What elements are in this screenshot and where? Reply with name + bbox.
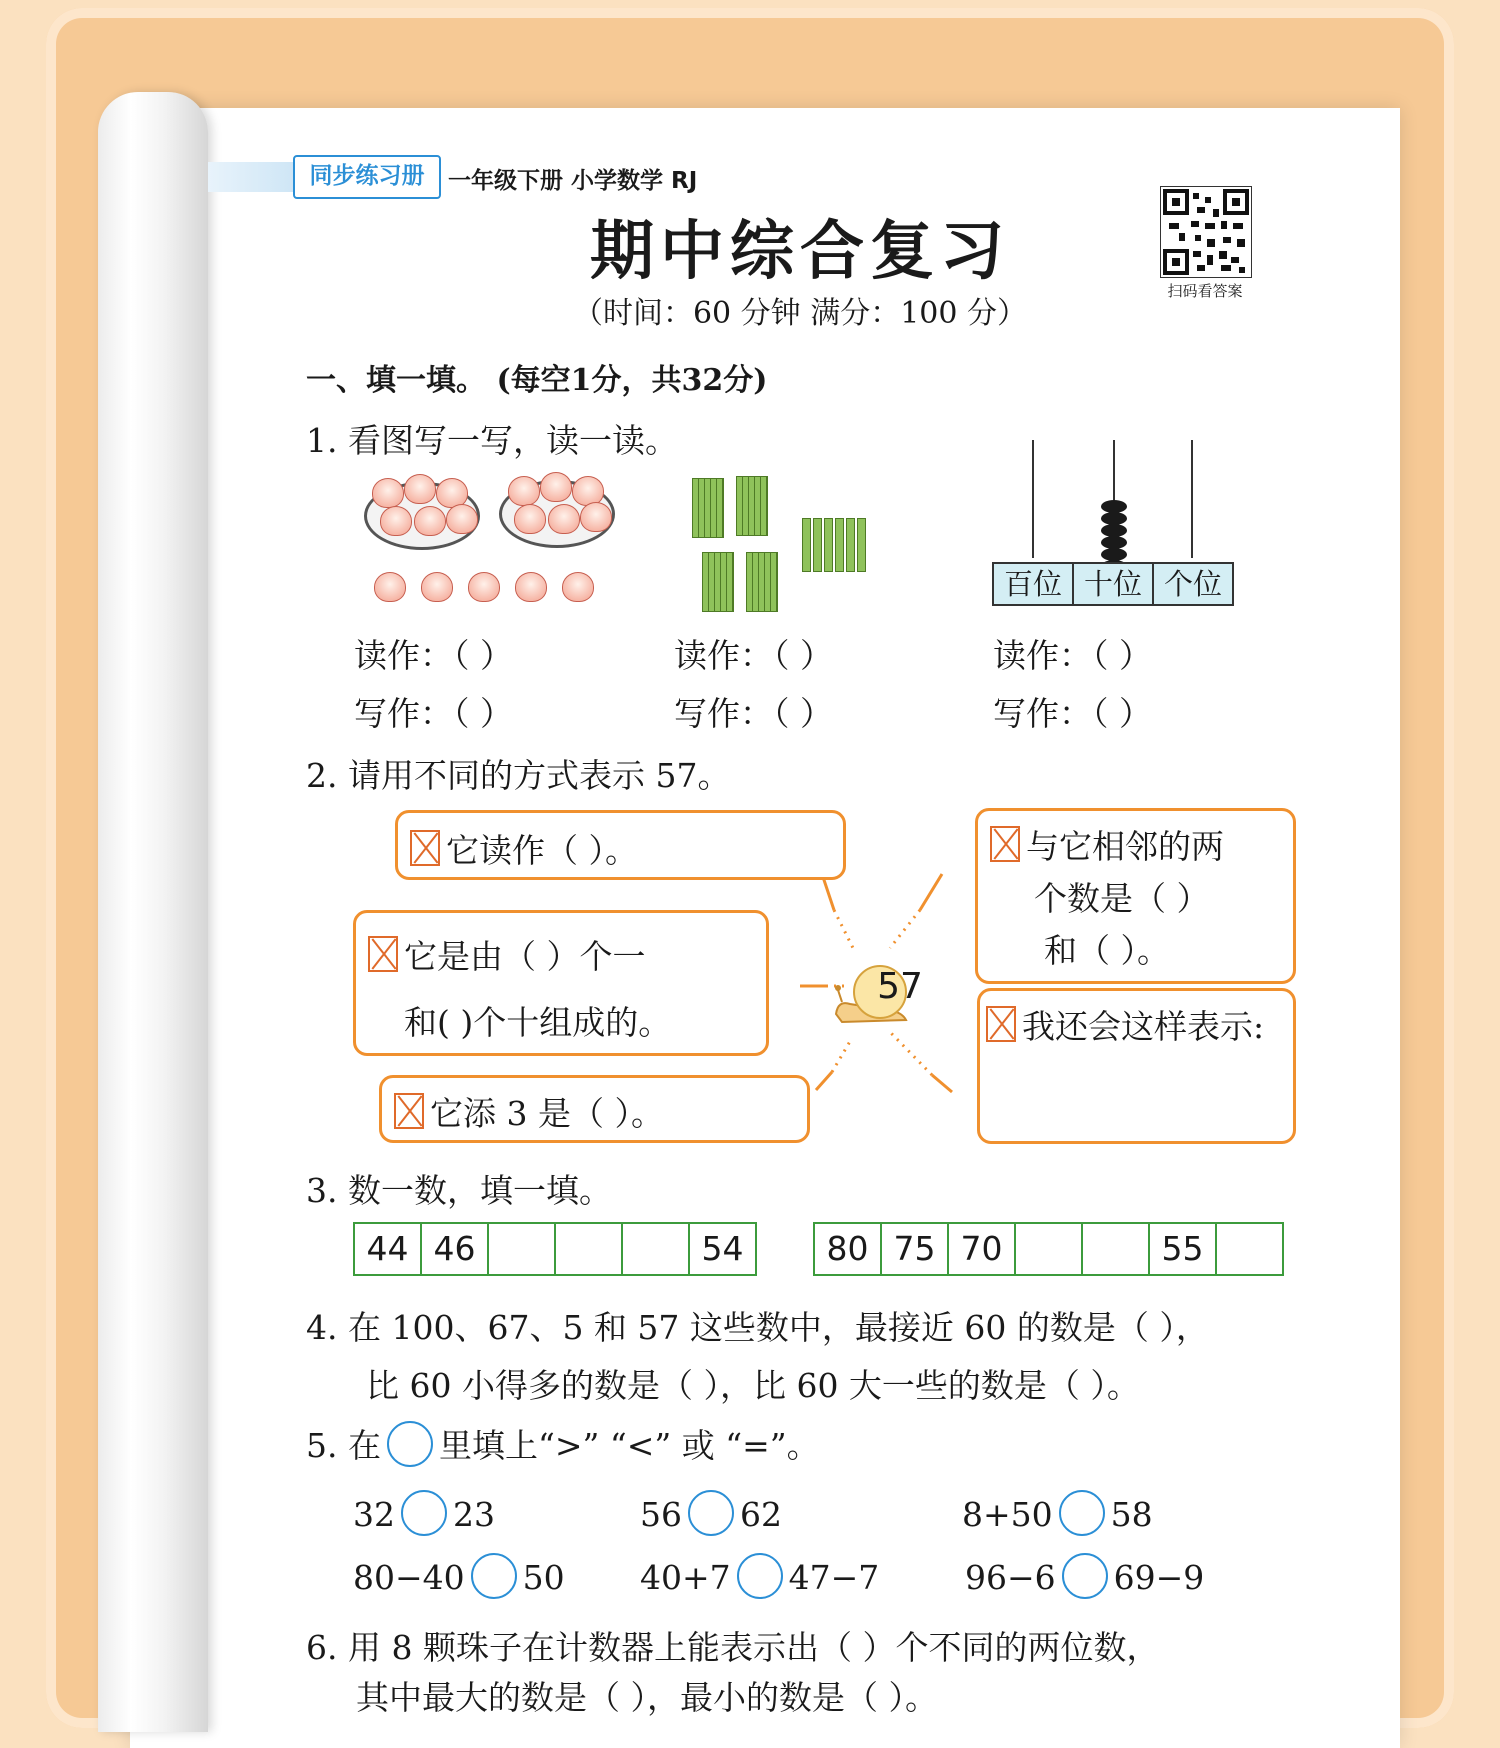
compare-item-6	[965, 1553, 1204, 1599]
sequence-cell: 54	[701, 1229, 744, 1268]
place-value-labels	[992, 562, 1234, 606]
stick-icon	[835, 518, 844, 572]
box-add-three	[379, 1075, 810, 1143]
peach-icon	[414, 506, 446, 536]
compare-right: 58	[1110, 1495, 1153, 1534]
question-5-text	[306, 1420, 820, 1467]
question-5-prefix: 5. 在	[306, 1426, 381, 1465]
place-label: 百位	[994, 564, 1074, 604]
circle-blank-icon	[387, 1421, 433, 1467]
read-as-blank-1[interactable]: 读作：（ ）	[354, 636, 513, 675]
question-3-text: 3. 数一数，填一填。	[306, 1171, 612, 1210]
stick-bundle-icon	[692, 478, 724, 538]
hundreds-rod	[1032, 440, 1034, 558]
compare-left: 32	[353, 1495, 395, 1534]
box-neighbors	[975, 808, 1296, 984]
compare-item-3	[962, 1490, 1153, 1536]
page-title: 期中综合复习	[590, 215, 1010, 289]
read-as-blank-2[interactable]: 读作：（ ）	[674, 636, 833, 675]
page-roll	[98, 92, 208, 1732]
compare-item-5	[640, 1553, 879, 1599]
compare-circle[interactable]	[1059, 1490, 1105, 1536]
peach-icon	[548, 504, 580, 534]
compare-right: 62	[740, 1495, 782, 1534]
stick-bundle-icon	[736, 476, 768, 536]
question-6-line-2[interactable]: 其中最大的数是（ ），最小的数是（ ）。	[356, 1678, 938, 1717]
made-of-line-2[interactable]: 和( )个十组成的。	[404, 1003, 672, 1042]
crossed-box-icon	[410, 830, 440, 866]
write-as-blank-1[interactable]: 写作：（ ）	[354, 694, 513, 733]
question-4-line-1[interactable]: 4. 在 100、67、5 和 57 这些数中，最接近 60 的数是（ ），	[306, 1308, 1209, 1347]
sequence-blank[interactable]	[489, 1224, 556, 1274]
peach-icon	[404, 474, 436, 504]
sequence-row-1	[353, 1222, 757, 1276]
sequence-blank[interactable]	[1016, 1224, 1083, 1274]
made-of-line-1[interactable]: 它是由（ ）个一	[404, 937, 646, 976]
sequence-blank[interactable]	[1083, 1224, 1150, 1274]
crossed-box-icon	[394, 1093, 424, 1129]
stick-icon	[846, 518, 855, 572]
other-ways-prompt[interactable]: 我还会这样表示:	[1022, 1007, 1265, 1046]
header-band	[208, 162, 293, 192]
section-1-heading: 一、填一填。 (每空1分，共32分)	[306, 363, 768, 398]
compare-item-1	[353, 1490, 495, 1536]
compare-circle[interactable]	[401, 1490, 447, 1536]
compare-circle[interactable]	[1062, 1553, 1108, 1599]
compare-right: 50	[522, 1558, 565, 1597]
compare-circle[interactable]	[688, 1490, 734, 1536]
place-label: 十位	[1074, 564, 1154, 604]
sequence-cell: 80	[815, 1224, 882, 1274]
compare-left: 56	[640, 1495, 682, 1534]
crossed-box-icon	[368, 936, 398, 972]
question-4-line-2[interactable]: 比 60 小得多的数是（ ），比 60 大一些的数是（ ）。	[366, 1366, 1140, 1405]
page-subtitle: （时间：60 分钟 满分：100 分）	[572, 296, 1028, 331]
box-made-of	[353, 910, 769, 1056]
compare-left: 80−40	[353, 1558, 465, 1597]
ones-rod	[1191, 440, 1193, 558]
compare-circle[interactable]	[737, 1553, 783, 1599]
stick-icon	[824, 518, 833, 572]
box-read-as	[395, 810, 846, 880]
crossed-box-icon	[986, 1006, 1016, 1042]
peach-icon	[380, 506, 412, 536]
sequence-cell: 46	[422, 1224, 489, 1274]
question-2-text: 2. 请用不同的方式表示 57。	[306, 756, 731, 795]
sequence-cell: 55	[1150, 1224, 1217, 1274]
sequence-blank[interactable]	[623, 1224, 690, 1274]
stick-icon	[857, 518, 866, 572]
sequence-blank[interactable]	[556, 1224, 623, 1274]
question-6-line-1[interactable]: 6. 用 8 颗珠子在计数器上能表示出（ ）个不同的两位数，	[306, 1628, 1160, 1667]
peach-icon	[580, 502, 612, 532]
compare-circle[interactable]	[471, 1553, 517, 1599]
read-as-prompt[interactable]: 它读作（ ）。	[446, 831, 638, 870]
question-1-text: 1. 看图写一写，读一读。	[306, 421, 678, 460]
crossed-box-icon	[990, 826, 1020, 862]
question-5-suffix: 里填上“>” “<” 或 “=”。	[438, 1426, 820, 1465]
peach-icon	[372, 478, 404, 508]
sequence-cell: 70	[949, 1224, 1016, 1274]
peach-icon	[562, 572, 594, 602]
compare-item-2	[640, 1490, 782, 1536]
compare-item-4	[353, 1553, 565, 1599]
center-number: 57	[877, 966, 923, 1007]
qr-code-icon[interactable]	[1160, 186, 1252, 278]
compare-right: 69−9	[1113, 1558, 1205, 1597]
compare-left: 40+7	[640, 1558, 731, 1597]
compare-left: 8+50	[962, 1495, 1053, 1534]
peach-icon	[514, 504, 546, 534]
sequence-row-2	[813, 1222, 1284, 1276]
peach-icon	[446, 504, 478, 534]
compare-left: 96−6	[965, 1558, 1056, 1597]
qr-caption: 扫码看答案	[1167, 282, 1243, 300]
sequence-blank[interactable]	[1217, 1224, 1282, 1274]
box-other-ways	[977, 988, 1296, 1144]
add-three-prompt[interactable]: 它添 3 是（ ）。	[430, 1094, 664, 1133]
series-label: 同步练习册	[293, 155, 441, 199]
write-as-blank-2[interactable]: 写作：（ ）	[674, 694, 833, 733]
peach-icon	[374, 572, 406, 602]
sequence-cell: 75	[882, 1224, 949, 1274]
stick-bundle-icon	[702, 552, 734, 612]
peach-icon	[540, 472, 572, 502]
place-label: 个位	[1163, 567, 1222, 601]
peach-icon	[421, 572, 453, 602]
compare-right: 47−7	[788, 1558, 880, 1597]
grade-label: 一年级下册 小学数学 RJ	[448, 168, 698, 194]
peach-icon	[508, 476, 540, 506]
sequence-cell: 44	[355, 1224, 422, 1274]
neighbors-line-2[interactable]: 个数是（ ）	[1034, 879, 1210, 918]
stick-icon	[802, 518, 811, 572]
compare-right: 23	[453, 1495, 495, 1534]
stick-bundle-icon	[746, 552, 778, 612]
neighbors-line-1: 与它相邻的两	[1026, 827, 1224, 866]
stick-icon	[813, 518, 822, 572]
peach-icon	[515, 572, 547, 602]
write-as-blank-3[interactable]: 写作：（ ）	[993, 694, 1152, 733]
peach-icon	[468, 572, 500, 602]
neighbors-line-3[interactable]: 和（ ）。	[1044, 931, 1170, 970]
read-as-blank-3[interactable]: 读作：（ ）	[993, 636, 1152, 675]
